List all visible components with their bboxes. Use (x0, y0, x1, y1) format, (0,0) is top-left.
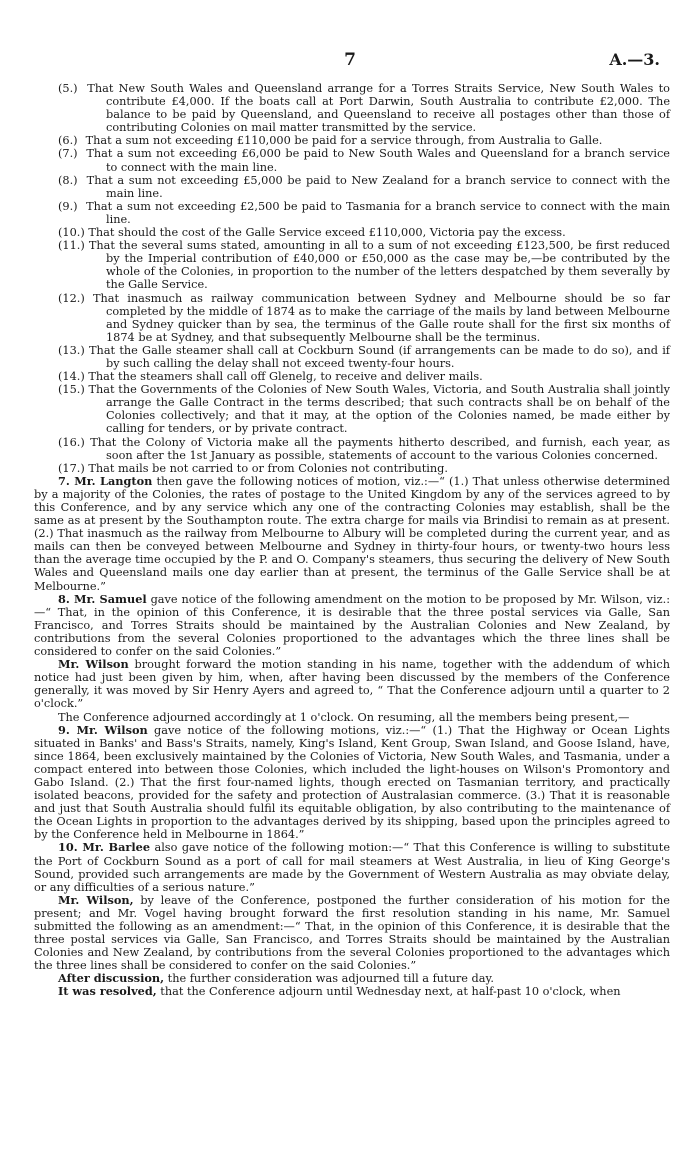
resolution-text: That a sum not exceeding £5,000 be paid to New Zealand for a branch service to connect with the main line. (86, 173, 671, 200)
paragraph-lead: 9. Mr. Wilson (58, 722, 148, 737)
resolution-text: That a sum not exceeding £6,000 be paid to New South Wales and Queensland for a branch service to connect with the main line. (86, 147, 670, 174)
resolution-number: (12.) (58, 291, 85, 305)
minutes-paragraph (34, 724, 670, 842)
resolution-text: That should the cost of the Galle Service exceed £110,000, Victoria pay the excess. (88, 226, 566, 240)
resolution-item (58, 291, 671, 344)
resolution-text: That New South Wales and Queensland arrange for a Torres Straits Service, New South Wales to contribute £4,000. If the boats call at Port Darwin, South Australia to contribute £2,000. The balance to be paid by Queensland, and Queensland to receive all postages other than those of contributing Colonies on mail matter transmitted by the service. (87, 82, 670, 135)
resolution-item: (5.) That New South Wales and Queensland arrange for a Torres Straits Service, New South Wales to contribute £4,000. If the boats call at Port Darwin, South Australia to contribute £2,000. The balance to be paid by Queensland, and Queensland to receive all postages other than those of contributing Colonies on mail matter transmitted by the service. (58, 82, 670, 135)
resolution-number: (17.) (58, 461, 85, 475)
paragraphs-list (34, 475, 670, 999)
resolution-number: (11.) (58, 239, 85, 253)
resolutions-list (34, 82, 670, 475)
paragraph-lead: 10. Mr. Barlee (58, 840, 151, 855)
resolution-item (58, 435, 670, 462)
paragraph-text: gave notice of the following amendment on the motion to be proposed by Mr. Wilson, viz.:—“ That, in the opinion of this Conference, it is desirable that the three postal services via Galle, San Francisco, and Torres Straits should be maintained by the Australian Colonies and New Zealand, by contributions from the several Colonies proportioned to the advantages which the three lines shall be considered to confer on the said Colonies.” (34, 592, 671, 659)
minutes-paragraph (34, 985, 670, 998)
paragraph-lead: Mr. Wilson (58, 657, 129, 672)
paragraph-text: brought forward the motion standing in his name, together with the addendum of which notice had just been given by him, when, after having been discussed by the members of the Conference generally, it was moved by Sir Henry Ayers and agreed to, “ That the Conference adjourn until a quarter to 2 o'clock.” (34, 658, 670, 711)
paragraph-lead: After discussion, (58, 971, 165, 986)
minutes-paragraph (34, 894, 670, 973)
body-text (34, 82, 670, 999)
resolution-number: (13.) (58, 343, 85, 357)
paragraph-lead: 7. Mr. Langton (58, 473, 153, 488)
resolution-item: (7.) That a sum not exceeding £6,000 be paid to New South Wales and Queensland for a branch service to connect with the main line. (58, 147, 670, 174)
resolution-text: That the steamers shall call off Glenelg, to receive and deliver mails. (88, 370, 483, 384)
resolution-item (58, 239, 671, 292)
resolution-number: (10.) (58, 226, 85, 240)
resolution-text: That the Colony of Victoria make all the payments hitherto described, and furnish, each year, as soon after the 1st January as possible, statements of account to the various Colonies concerned. (90, 435, 670, 462)
minutes-paragraph (34, 593, 670, 658)
resolution-text: That the Galle steamer shall call at Cockburn Sound (if arrangements can be made to do so), and if by such calling the delay shall not exceed twenty-four hours. (89, 343, 670, 370)
resolution-text: That a sum not exceeding £110,000 be paid for a service through, from Australia to Galle. (85, 134, 603, 148)
paragraph-text: also gave notice of the following motion:—“ That this Conference is willing to substitute the Port of Cockburn Sound as a port of call for mail steamers at West Australia, in lieu of King George's Sound, provided such arrangements are made by the Government of Western Australia as may obviate delay, or any difficulties of a serious nature.” (34, 841, 671, 894)
minutes-paragraph (34, 475, 670, 593)
resolution-item (58, 383, 671, 436)
resolution-number: (16.) (58, 435, 85, 449)
resolution-number: (14.) (58, 370, 85, 384)
paragraph-text: the further consideration was adjourned till a future day. (167, 972, 494, 986)
resolution-text: That a sum not exceeding £2,500 be paid to Tasmania for a branch service to connect with the main line. (86, 199, 670, 226)
paragraph-lead: It was resolved, (58, 984, 157, 999)
resolution-text: That mails be not carried to or from Colonies not contributing. (88, 461, 448, 475)
resolution-text: That the Governments of the Colonies of New South Wales, Victoria, and South Australia shall jointly arrange the Galle Contract in the terms described; that such contracts shall be on behalf of the Colonies collectively; and that it may, at the option of the Colonies named, be made either by calling for tenders, or by private contract. (88, 383, 671, 436)
paragraph-lead: Mr. Wilson, (58, 892, 134, 907)
page-number: 7 (344, 50, 356, 70)
resolution-item (58, 226, 670, 240)
paragraph-text: by leave of the Conference, postponed the further consideration of his motion for the present; and Mr. Vogel having brought forward the first resolution standing in his name, Mr. Samuel submitted the following as an amendment:—“ That, in the opinion of this Conference, it is desirable that the three postal services via Galle, San Francisco, and Torres Straits should be maintained by the Australian Colonies and New Zealand, by contributions from the several Colonies proportioned to the advantages which the three lines shall be considered to confer on the said Colonies.” (34, 893, 670, 973)
resolution-item (58, 370, 670, 384)
resolution-item (58, 461, 670, 475)
resolution-text: That the several sums stated, amounting in all to a sum of not exceeding £123,500, be first reduced by the Imperial contribution of £40,000 or £50,000 as the case may be,—be contributed by the whole of the Colonies, in proportion to the number of the letters despatched by them severally by the Galle Service. (88, 239, 671, 292)
resolution-item: (9.) That a sum not exceeding £2,500 be paid to Tasmania for a branch service to connect with the main line. (58, 199, 670, 226)
resolution-text: That inasmuch as railway communication between Sydney and Melbourne should be so far completed by the middle of 1874 as to make the carriage of the mails by land between Melbourne and Sydney quicker than by sea, the terminus of the Galle route shall for the first six months of 1874 be at Sydney, and that subsequently Melbourne shall be the terminus. (92, 291, 671, 344)
minutes-paragraph (34, 841, 670, 893)
resolution-item (58, 343, 670, 370)
paragraph-lead: 8. Mr. Samuel (58, 591, 147, 606)
minutes-paragraph (34, 658, 670, 710)
paragraph-text: that the Conference adjourn until Wednesday next, at half-past 10 o'clock, when (160, 985, 621, 999)
resolution-item: (6.) That a sum not exceeding £110,000 be paid for a service through, from Australia to Galle. (58, 134, 603, 148)
resolution-number: (15.) (58, 383, 85, 397)
paragraph-text: then gave the following notices of motion, viz.:—“ (1.) That unless otherwise determined by a majority of the Colonies, the rates of postage to the United Kingdom by any of the services agreed to by this Conference, and by any service which any one of the contracting Colonies may establish, shall be the same as at present by the Southampton route. The extra charge for mails via Brindisi to remain as at present. (2.) That inasmuch as the railway from Melbourne to Albury will be completed during the current year, and as mails can then be conveyed between Melbourne and Sydney in thirty-four hours, or twenty-two hours less than the average time occupied by the P. and O. Company's steamers, thus securing the delivery of New South Wales and Queensland mails one day earlier than at present, the terminus of the Galle Service shall be at Melbourne.” (34, 474, 670, 593)
paragraph-text: The Conference adjourned accordingly at 1 o'clock. On resuming, all the members being present,— (58, 710, 630, 724)
resolution-item: (8.) That a sum not exceeding £5,000 be paid to New Zealand for a branch service to connect with the main line. (58, 173, 671, 200)
document-reference: A.—3. (609, 50, 660, 69)
paragraph-text: gave notice of the following motions, viz.:—“ (1.) That the Highway or Ocean Lights situated in Banks' and Bass's Straits, namely, King's Island, Kent Group, Swan Island, and Goose Island, have, since 1864, been exclusively maintained by the Colonies of Victoria, New South Wales, and Tasmania, under a compact entered into between those Colonies, which included the light-houses on Wilson's Promontory and Gabo Island. (2.) That the first four-named lights, though erected on Tasmanian territory, and practically isolated beacons, provided for the safety and protection of Australasian commerce. (3.) That it is reasonable and just that South Australia should fulfil its equitable obligation, by also contributing to the maintenance of the Ocean Lights in proportion to the advantages derived by its shipping, based upon the principles agreed to by the Conference held in Melbourne in 1864.” (34, 723, 670, 842)
